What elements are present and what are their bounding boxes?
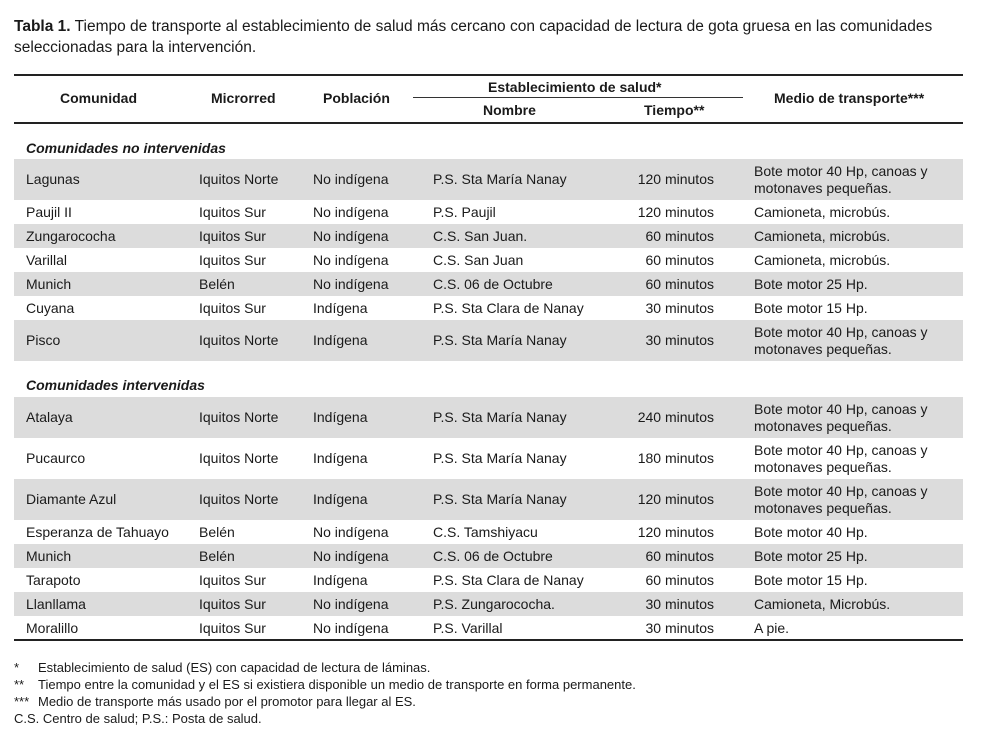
cell-tiempo: 240 minutos [637, 409, 714, 425]
table-bottom-rule [14, 639, 963, 641]
cell-nombre: P.S. Sta Clara de Nanay [433, 299, 584, 316]
footnote-text: Medio de transporte más usado por el promotor para llegar al ES. [38, 694, 416, 709]
cell-medio: Bote motor 40 Hp, canoas y motonaves pequeñas. [754, 162, 928, 196]
header-nombre: Nombre [483, 102, 536, 118]
cell-medio: Camioneta, microbús. [754, 203, 891, 220]
cell-medio: Bote motor 15 Hp. [754, 299, 868, 316]
cell-poblacion: No indígena [313, 619, 389, 636]
cell-medio: A pie. [754, 619, 790, 636]
section-title: Comunidades intervenidas [26, 377, 205, 393]
cell-microrred: Iquitos Norte [199, 332, 279, 348]
cell-microrred: Iquitos Sur [199, 595, 266, 612]
table-row [14, 320, 963, 361]
cell-medio: Bote motor 40 Hp, canoas y motonaves pequeñas. [754, 400, 928, 434]
footnote-text: Tiempo entre la comunidad y el ES si existiera disponible un medio de transporte en forma permanente. [38, 677, 636, 692]
section-title: Comunidades no intervenidas [26, 140, 226, 156]
caption-label: Tabla 1. [14, 18, 71, 35]
cell-medio: Camioneta, microbús. [754, 227, 891, 244]
cell-tiempo: 120 minutos [637, 171, 714, 187]
cell-poblacion: No indígena [313, 595, 389, 612]
cell-tiempo: 30 minutos [645, 299, 714, 316]
cell-tiempo: 60 minutos [645, 275, 714, 292]
table-caption [14, 16, 994, 58]
table-row [14, 296, 963, 320]
cell-poblacion: Indígena [313, 571, 368, 588]
table-row [14, 272, 963, 296]
cell-comunidad: Atalaya [26, 409, 73, 425]
caption-text: Tiempo de transporte al establecimiento de salud más cercano con capacidad de lectura de gota gruesa en las comunidades seleccionadas para la intervención. [14, 18, 933, 56]
cell-comunidad: Pisco [26, 332, 61, 348]
table-row [14, 544, 963, 568]
cell-medio: Bote motor 40 Hp, canoas y motonaves pequeñas. [754, 441, 928, 475]
cell-microrred: Iquitos Sur [199, 571, 266, 588]
cell-tiempo: 30 minutos [645, 619, 714, 636]
cell-comunidad: Paujil II [26, 203, 72, 220]
cell-nombre: C.S. 06 de Octubre [433, 547, 553, 564]
cell-microrred: Iquitos Sur [199, 619, 266, 636]
cell-microrred: Iquitos Norte [199, 171, 279, 187]
cell-poblacion: No indígena [313, 251, 389, 268]
cell-nombre: P.S. Sta María Nanay [433, 332, 567, 348]
cell-comunidad: Moralillo [26, 619, 79, 636]
cell-comunidad: Munich [26, 275, 72, 292]
cell-microrred: Iquitos Sur [199, 299, 266, 316]
cell-nombre: P.S. Sta María Nanay [433, 491, 567, 507]
table-row [14, 248, 963, 272]
footnote [14, 676, 994, 693]
header-bottom-rule [14, 122, 963, 124]
cell-comunidad: Tarapoto [26, 571, 81, 588]
cell-comunidad: Varillal [26, 251, 67, 268]
table-row [14, 397, 963, 438]
cell-tiempo: 60 minutos [645, 547, 714, 564]
cell-tiempo: 180 minutos [637, 450, 714, 466]
cell-nombre: P.S. Sta María Nanay [433, 171, 567, 187]
cell-microrred: Iquitos Sur [199, 251, 266, 268]
footnotes [14, 659, 994, 727]
cell-poblacion: No indígena [313, 171, 389, 187]
cell-medio: Bote motor 40 Hp, canoas y motonaves pequeñas. [754, 323, 928, 357]
cell-medio: Bote motor 40 Hp, canoas y motonaves pequeñas. [754, 482, 928, 516]
table-row [14, 568, 963, 592]
cell-poblacion: No indígena [313, 275, 389, 292]
cell-tiempo: 120 minutos [637, 523, 714, 540]
cell-microrred: Iquitos Sur [199, 203, 266, 220]
footnote [14, 710, 994, 727]
cell-comunidad: Munich [26, 547, 72, 564]
table-row [14, 200, 963, 224]
cell-tiempo: 120 minutos [637, 203, 714, 220]
cell-tiempo: 30 minutos [645, 595, 714, 612]
cell-microrred: Iquitos Norte [199, 409, 279, 425]
cell-nombre: P.S. Sta María Nanay [433, 409, 567, 425]
header-poblacion: Población [323, 90, 390, 106]
cell-medio: Bote motor 25 Hp. [754, 547, 868, 564]
cell-poblacion: No indígena [313, 523, 389, 540]
cell-tiempo: 30 minutos [645, 332, 714, 348]
table-row [14, 616, 963, 640]
cell-nombre: C.S. 06 de Octubre [433, 275, 553, 292]
cell-tiempo: 60 minutos [645, 227, 714, 244]
cell-nombre: P.S. Paujil [433, 203, 496, 220]
cell-microrred: Iquitos Norte [199, 450, 279, 466]
cell-comunidad: Llanllama [26, 595, 86, 612]
cell-poblacion: Indígena [313, 491, 368, 507]
cell-comunidad: Lagunas [26, 171, 80, 187]
footnote [14, 659, 994, 676]
cell-medio: Camioneta, Microbús. [754, 595, 891, 612]
establishment-group-rule [413, 97, 743, 98]
cell-tiempo: 60 minutos [645, 251, 714, 268]
cell-nombre: C.S. San Juan. [433, 227, 528, 244]
cell-comunidad: Pucaurco [26, 450, 86, 466]
footnote-mark: ** [14, 677, 25, 692]
footnote-text: C.S. Centro de salud; P.S.: Posta de salud. [14, 711, 262, 726]
cell-microrred: Iquitos Norte [199, 491, 279, 507]
cell-nombre: P.S. Sta María Nanay [433, 450, 567, 466]
cell-poblacion: No indígena [313, 227, 389, 244]
cell-nombre: P.S. Varillal [433, 619, 503, 636]
cell-comunidad: Zungarococha [26, 227, 116, 244]
footnote-mark: * [14, 660, 20, 675]
footnote [14, 693, 994, 710]
cell-nombre: C.S. San Juan [433, 251, 524, 268]
table-row [14, 159, 963, 200]
table-row [14, 479, 963, 520]
table-top-rule [14, 74, 963, 76]
cell-microrred: Iquitos Sur [199, 227, 266, 244]
table-row [14, 438, 963, 479]
cell-comunidad: Cuyana [26, 299, 75, 316]
cell-tiempo: 60 minutos [645, 571, 714, 588]
header-comunidad: Comunidad [60, 90, 137, 106]
header-establecimiento: Establecimiento de salud* [488, 79, 662, 95]
cell-poblacion: Indígena [313, 299, 368, 316]
cell-medio: Bote motor 40 Hp. [754, 523, 868, 540]
footnote-mark: *** [14, 694, 30, 709]
header-tiempo: Tiempo** [644, 102, 705, 118]
cell-microrred: Belén [199, 547, 235, 564]
footnote-text: Establecimiento de salud (ES) con capacidad de lectura de láminas. [38, 660, 431, 675]
cell-nombre: C.S. Tamshiyacu [433, 523, 538, 540]
cell-poblacion: No indígena [313, 547, 389, 564]
cell-nombre: P.S. Sta Clara de Nanay [433, 571, 584, 588]
cell-medio: Bote motor 25 Hp. [754, 275, 868, 292]
cell-poblacion: Indígena [313, 450, 368, 466]
cell-comunidad: Esperanza de Tahuayo [26, 523, 169, 540]
cell-medio: Camioneta, microbús. [754, 251, 891, 268]
cell-microrred: Belén [199, 275, 235, 292]
table-row [14, 224, 963, 248]
cell-poblacion: Indígena [313, 332, 368, 348]
table-row [14, 592, 963, 616]
cell-tiempo: 120 minutos [637, 491, 714, 507]
cell-poblacion: Indígena [313, 409, 368, 425]
cell-microrred: Belén [199, 523, 235, 540]
table-row [14, 520, 963, 544]
cell-medio: Bote motor 15 Hp. [754, 571, 868, 588]
header-medio: Medio de transporte*** [774, 90, 925, 106]
header-microrred: Microrred [211, 90, 276, 106]
cell-poblacion: No indígena [313, 203, 389, 220]
cell-nombre: P.S. Zungarocochа. [433, 595, 555, 612]
cell-comunidad: Diamante Azul [26, 491, 117, 507]
